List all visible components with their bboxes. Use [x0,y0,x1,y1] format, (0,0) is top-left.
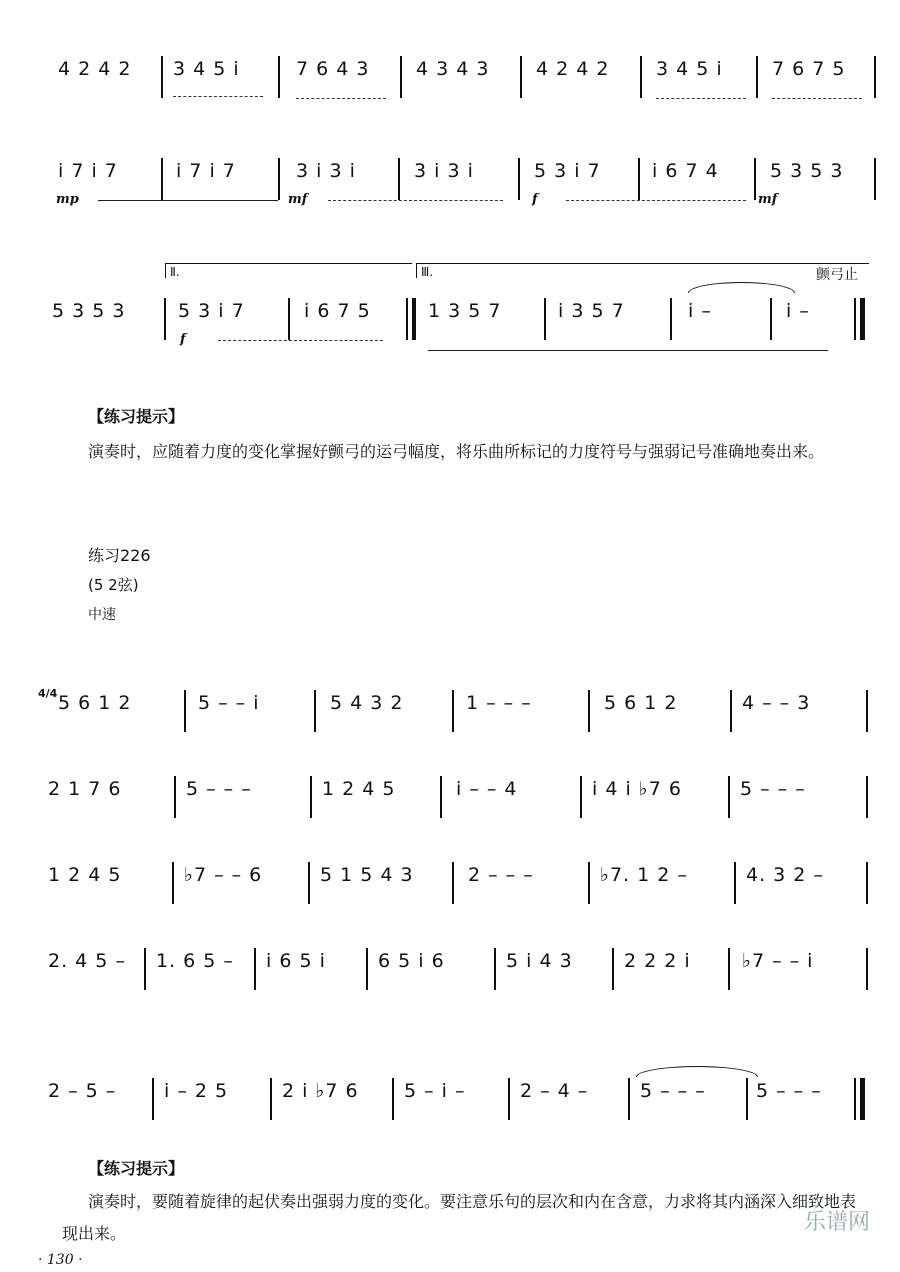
barline [770,298,772,340]
barline [494,948,496,990]
barline [161,56,163,98]
staff-row-1 [38,682,878,752]
barline [452,690,454,732]
measure: 3 4 5 i [173,58,240,80]
tempo-label: 中速 [88,607,116,623]
final-barline [860,1078,865,1120]
staff-row-4 [48,940,878,1010]
slur [688,282,795,293]
barline [580,776,582,818]
measure: 6 5 i 6 [378,950,445,972]
staff-row-3 [48,265,878,360]
staff-row-2 [48,768,878,838]
measure: 5 – – i [198,692,260,714]
barline [854,298,856,340]
measure: 5 – – – [756,1080,822,1102]
measure: 2 – 5 – [48,1080,117,1102]
barline [288,298,290,340]
measure: 3 4 5 i [656,58,723,80]
barline [398,158,400,200]
measure: 1 3 5 7 [428,300,502,322]
exercise-title: 练习226 [88,546,151,565]
measure: 5 3 i 7 [178,300,245,322]
tip-heading: 【练习提示】 [88,407,185,426]
barline [730,690,732,732]
tremolo-line [428,350,828,351]
measure: 5 6 1 2 [58,692,132,714]
barline [278,56,280,98]
measure: i – [688,300,712,322]
barline [746,1078,748,1120]
barline [518,158,520,200]
measure: 5 3 5 3 [770,160,844,182]
measure: i 6 5 i [266,950,326,972]
barline [728,948,730,990]
measure: 5 3 5 3 [52,300,126,322]
tremolo-mark [656,98,746,99]
tuning-label: (5 2弦) [88,576,139,594]
measure: i 4 i ♭7 6 [592,778,682,800]
barline [308,862,310,904]
measure: 1 2 4 5 [322,778,396,800]
measure: i – – 4 [456,778,518,800]
barline [874,158,876,200]
barline [366,948,368,990]
measure: i 6 7 4 [652,160,719,182]
barline [866,690,868,732]
barline [278,158,280,200]
measure: i 6 7 5 [304,300,371,322]
barline [270,1078,272,1120]
measure: 2 – 4 – [520,1080,589,1102]
barline [612,948,614,990]
measure: ♭7 – – 6 [184,864,263,886]
measure: ♭7. 1 2 – [600,864,688,886]
measure: 5 1 5 4 3 [320,864,414,886]
barline [874,56,876,98]
annotation: 颤弓止 [816,267,858,283]
barline [152,1078,154,1120]
barline [254,948,256,990]
tremolo-mark [772,98,862,99]
tremolo-line [328,200,503,201]
barline [172,862,174,904]
measure: 3 i 3 i [414,160,474,182]
measure: 4 2 4 2 [58,58,132,80]
barline [440,776,442,818]
barline [728,776,730,818]
tremolo-mark [173,96,263,97]
barline [161,158,163,200]
measure: i – [786,300,810,322]
barline [310,776,312,818]
measure: 2 – – – [468,864,534,886]
barline [174,776,176,818]
time-signature: 4/4 [38,687,58,700]
final-barline [860,298,865,340]
measure: 1 2 4 5 [48,864,122,886]
staff-row-2 [48,150,878,220]
barline [640,56,642,98]
measure: 5 3 i 7 [534,160,601,182]
barline [628,1078,630,1120]
measure: 4. 3 2 – [746,864,824,886]
barline [754,158,756,200]
barline [144,948,146,990]
measure: 5 – i – [404,1080,466,1102]
tip-heading: 【练习提示】 [88,1159,185,1178]
measure: 2 i ♭7 6 [282,1080,359,1102]
barline [866,948,868,990]
measure: 5 i 4 3 [506,950,573,972]
dynamic-mark: f [532,192,538,207]
tremolo-line [566,200,746,201]
measure: 4 3 4 3 [416,58,490,80]
volta-label: Ⅱ. [170,265,180,279]
measure: ♭7 – – i [742,950,814,972]
barline [508,1078,510,1120]
barline [866,776,868,818]
measure: 5 – – – [740,778,806,800]
barline [638,158,640,200]
measure: 4 2 4 2 [536,58,610,80]
measure: 2 1 7 6 [48,778,122,800]
tremolo-line [218,340,383,341]
watermark-logo: 乐谱网 [803,1210,870,1235]
barline [164,298,166,340]
barline [520,56,522,98]
measure: 2 2 2 i [624,950,691,972]
barline [544,298,546,340]
barline [314,690,316,732]
measure: 5 – – – [186,778,252,800]
barline [452,862,454,904]
dynamic-mark: mf [288,192,308,207]
tremolo-line [98,200,278,201]
dynamic-mark: f [180,332,186,347]
dynamic-mark: mp [56,192,79,207]
barline [400,56,402,98]
measure: 3 i 3 i [296,160,356,182]
barline [184,690,186,732]
measure: i 7 i 7 [176,160,236,182]
staff-row-1 [48,48,878,118]
barline [406,298,408,340]
measure: 5 6 1 2 [604,692,678,714]
tip-text: 演奏时，应随着力度的变化掌握好颤弓的运弓幅度，将乐曲所标记的力度符号与强弱记号准确地奏出来。 [88,442,825,461]
measure: 7 6 7 5 [772,58,846,80]
measure: 4 – – 3 [742,692,811,714]
measure: 7 6 4 3 [296,58,370,80]
staff-row-3 [48,854,878,924]
tie [636,1066,758,1077]
barline [866,862,868,904]
barline-thick [412,298,416,340]
staff-row-5 [48,1070,878,1140]
dynamic-mark: mf [758,192,778,207]
measure: 5 – – – [640,1080,706,1102]
tremolo-mark [296,98,386,99]
measure: 5 4 3 2 [330,692,404,714]
tip-text: 演奏时，要随着旋律的起伏奏出强弱力度的变化。要注意乐句的层次和内在含意，力求将其内涵深入细致地表现出来。 [62,1192,857,1243]
page-number: · 130 · [38,1252,83,1268]
barline [734,862,736,904]
volta-bracket [416,263,869,278]
barline [392,1078,394,1120]
barline [854,1078,856,1120]
measure: 1 – – – [466,692,532,714]
measure: i 7 i 7 [58,160,118,182]
barline [588,862,590,904]
barline [670,298,672,340]
barline [588,690,590,732]
volta-bracket [165,263,412,278]
measure: i 3 5 7 [558,300,625,322]
volta-label: Ⅲ. [421,265,434,279]
measure: 2. 4 5 – [48,950,126,972]
measure: 1. 6 5 – [156,950,234,972]
measure: i – 2 5 [164,1080,229,1102]
barline [756,56,758,98]
